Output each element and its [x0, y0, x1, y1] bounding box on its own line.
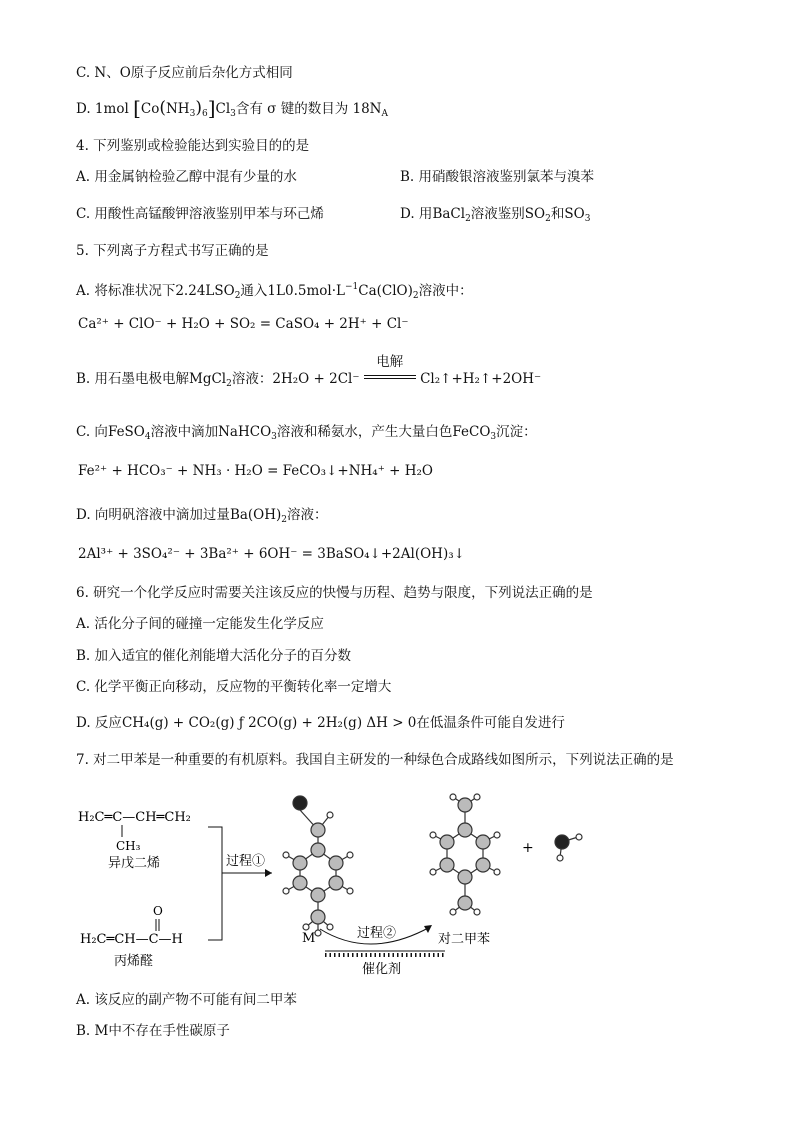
- option-5b: [76, 354, 542, 393]
- equation-5d: 2Al³⁺ + 3SO₄²⁻ + 3Ba²⁺ + 6OH⁻ = 3BaSO₄↓+2Al(OH)₃↓: [78, 546, 465, 562]
- superscript: −1: [344, 282, 359, 292]
- option-text: D. 用: [400, 206, 433, 222]
- option-text: 和: [550, 206, 565, 222]
- equation: CH₄(g) + CO₂(g) ƒ 2CO(g) + 2H₂(g) ΔH > 0: [121, 715, 417, 731]
- question-6-stem: [76, 584, 593, 602]
- option-5d: [76, 506, 328, 529]
- option-4c: [76, 205, 324, 223]
- product-label: 对二甲苯: [438, 932, 491, 947]
- option-3c: [76, 64, 293, 82]
- formula: FeCO: [452, 424, 491, 440]
- option-text: C. 化学平衡正向移动，反应物的平衡转化率一定增大: [76, 679, 392, 695]
- formula: 2.24LSO: [175, 283, 235, 299]
- question-4-stem: [76, 137, 309, 155]
- molecule-water: [555, 834, 582, 861]
- option-text: D. 向明矾溶液中滴加过量: [76, 507, 230, 523]
- subscript: 2: [281, 515, 288, 525]
- option-text: C. 向: [76, 424, 108, 440]
- option-text: 溶液和稀氨水，产生大量白色: [276, 424, 453, 440]
- subscript: 2: [234, 291, 241, 301]
- question-text: 5. 下列离子方程式书写正确的是: [76, 243, 269, 259]
- option-text: D. 1mol: [76, 101, 129, 117]
- subscript: 3: [189, 109, 196, 119]
- formula: NaHCO: [218, 424, 272, 440]
- acrolein-formula: H₂C═CH—C—H: [80, 932, 183, 947]
- option-text: A. 将标准状况下: [76, 283, 176, 299]
- option-text: 溶液：: [287, 507, 328, 523]
- electrolysis-arrow: [364, 354, 416, 388]
- option-text: 溶液鉴别: [470, 206, 525, 222]
- equation-products: Cl₂↑+H₂↑+2OH⁻: [420, 371, 542, 387]
- option-text: 溶液中：: [418, 283, 473, 299]
- catalyst-label: 催化剂: [362, 962, 402, 975]
- molecule-p-xylene: [430, 794, 500, 915]
- option-text: B. 用石墨电极电解: [76, 371, 190, 387]
- acrolein-name: 丙烯醛: [114, 954, 154, 969]
- formula: SO: [524, 206, 546, 222]
- option-text: 在低温条件可能自发进行: [416, 715, 565, 731]
- option-text: B. 加入适宜的催化剂能增大活化分子的百分数: [76, 648, 352, 664]
- subscript: 2: [465, 214, 471, 224]
- option-text: 溶液中滴加: [150, 424, 219, 440]
- option-7a: [76, 991, 297, 1009]
- paren-open: (: [159, 98, 166, 118]
- subscript: 3: [230, 109, 236, 119]
- option-3d: [76, 96, 388, 123]
- option-text: D. 反应: [76, 715, 122, 731]
- process1-arrowhead: [265, 869, 272, 877]
- question-text: 6. 研究一个化学反应时需要关注该反应的快慢与历程、趋势与限度，下列说法正确的是: [76, 585, 593, 601]
- option-6a: [76, 615, 324, 633]
- question-text: 7. 对二甲苯是一种重要的有机原料。我国自主研发的一种绿色合成路线如图所示，下列说法正确的是: [76, 752, 674, 768]
- condition-label: 电解: [376, 354, 404, 370]
- formula: FeSO: [107, 424, 145, 440]
- subscript: 2: [545, 214, 551, 224]
- subscript: 2: [412, 291, 419, 301]
- plus-sign: +: [522, 840, 534, 856]
- paren-close: ): [195, 98, 202, 118]
- isoprene-name: 异戊二烯: [108, 856, 161, 871]
- option-text: A. 活化分子间的碰撞一定能发生化学反应: [76, 616, 324, 632]
- equals-double-line: [364, 375, 416, 379]
- option-4b: [400, 168, 594, 186]
- formula-cl: Cl: [215, 101, 231, 117]
- option-text: C. 用酸性高锰酸钾溶液鉴别甲苯与环己烯: [76, 206, 324, 222]
- subscript: 3: [271, 432, 277, 442]
- option-4d: [400, 205, 590, 228]
- formula: SO: [564, 206, 585, 222]
- formula: Ba(OH): [229, 507, 282, 523]
- equation-5a: Ca²⁺ + ClO⁻ + H₂O + SO₂ = CaSO₄ + 2H⁺ + Cl⁻: [78, 316, 409, 332]
- option-text: B. 用硝酸银溶液鉴别氯苯与溴苯: [400, 169, 595, 185]
- question-5-stem: [76, 242, 269, 260]
- subscript: 6: [201, 109, 208, 119]
- subscript: 3: [584, 214, 591, 224]
- formula: Ca(ClO): [358, 283, 413, 299]
- formula: MgCl: [189, 371, 227, 387]
- option-6b: [76, 647, 351, 665]
- subscript: A: [381, 109, 388, 119]
- process2-label: 过程②: [357, 926, 397, 941]
- option-text: 沉淀：: [496, 424, 537, 440]
- subscript: 2: [226, 379, 232, 389]
- reaction-figure: [70, 785, 610, 975]
- bracket-close: ]: [207, 96, 216, 120]
- option-4a: [76, 168, 297, 186]
- subscript: 4: [144, 432, 151, 442]
- isoprene-branch: CH₃: [116, 839, 141, 853]
- option-text: 通入: [240, 283, 268, 299]
- formula: 1L0.5mol·L: [267, 283, 345, 299]
- option-text: A. 该反应的副产物不可能有间二甲苯: [76, 992, 297, 1008]
- molecule-m: [283, 796, 353, 936]
- process1-label: 过程①: [226, 854, 266, 869]
- option-5a: [76, 278, 473, 305]
- reactant-bracket: [208, 827, 222, 940]
- option-6d: [76, 714, 565, 732]
- option-text: B. M中不存在手性碳原子: [76, 1023, 230, 1039]
- option-6c: [76, 678, 391, 696]
- option-text: C. N、O原子反应前后杂化方式相同: [76, 65, 293, 81]
- formula-co: Co: [140, 101, 160, 117]
- option-text: 含有 σ 键的数目为 18N: [235, 101, 382, 117]
- question-text: 4. 下列鉴别或检验能达到实验目的的是: [76, 138, 310, 154]
- subscript: 3: [490, 432, 497, 442]
- question-7-stem: [76, 751, 674, 769]
- isoprene-formula: H₂C═C—CH═CH₂: [78, 810, 191, 825]
- option-text: A. 用金属钠检验乙醇中混有少量的水: [76, 169, 297, 185]
- option-7b: [76, 1022, 230, 1040]
- acrolein-oxygen: O: [153, 904, 163, 918]
- m-label: M: [302, 931, 316, 946]
- equation-5c: Fe²⁺ + HCO₃⁻ + NH₃ · H₂O = FeCO₃↓+NH₄⁺ + H₂O: [78, 463, 433, 479]
- option-text: 溶液：2H₂O + 2Cl⁻: [231, 371, 360, 387]
- formula: BaCl: [432, 206, 466, 222]
- option-5c: [76, 423, 537, 446]
- bracket-open: [: [133, 96, 141, 120]
- formula-nh: NH: [165, 101, 190, 117]
